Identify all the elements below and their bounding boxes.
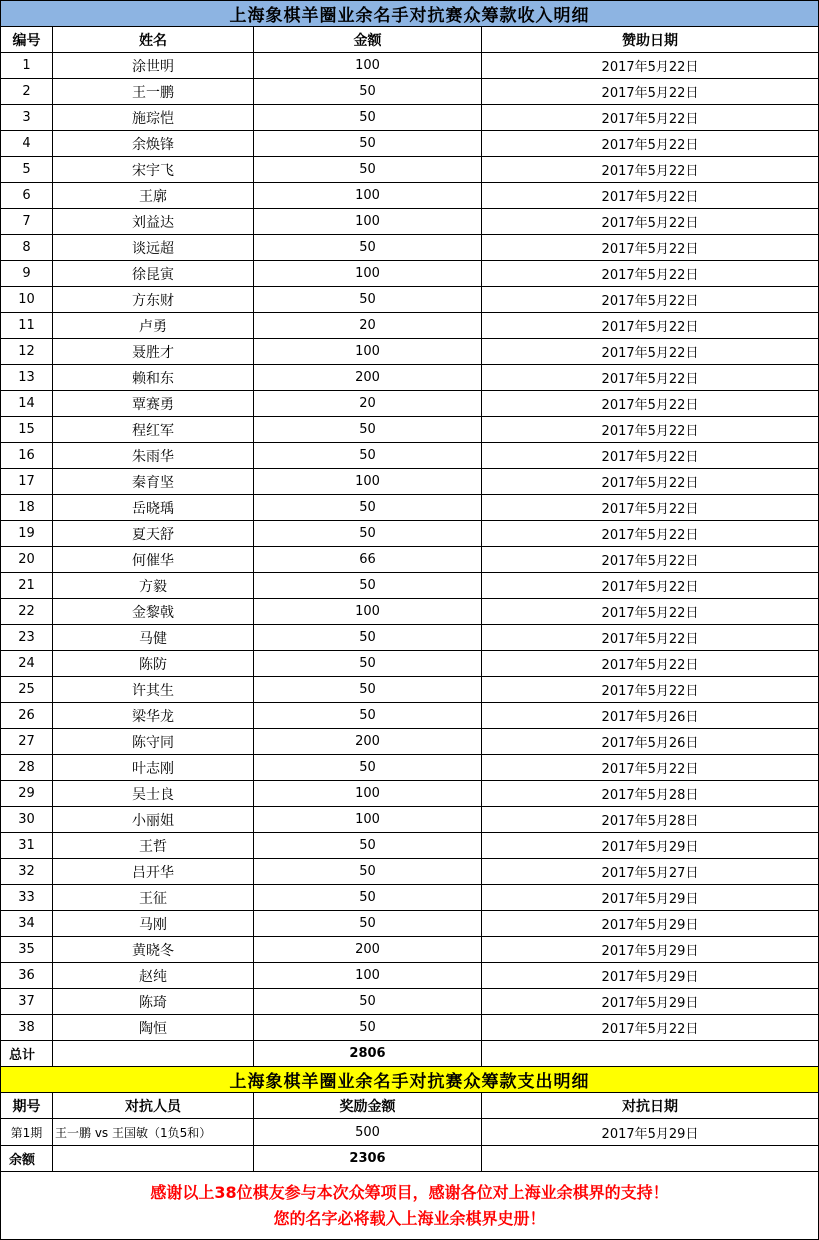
cell-amount: 50 [254,885,482,911]
cell-date: 2017年5月22日 [482,365,819,391]
cell-number: 27 [1,729,53,755]
cell-date: 2017年5月22日 [482,521,819,547]
table-row [1,365,819,391]
total-empty-name [53,1041,254,1067]
cell-number: 13 [1,365,53,391]
cell-name: 王廓 [53,183,254,209]
total-amount: 2806 [254,1041,482,1067]
cell-date: 2017年5月22日 [482,157,819,183]
header-reward: 奖励金额 [254,1093,482,1119]
balance-row [1,1146,819,1172]
cell-date: 2017年5月22日 [482,677,819,703]
cell-name: 赖和东 [53,365,254,391]
cell-amount: 50 [254,443,482,469]
table-row [1,989,819,1015]
cell-number: 1 [1,53,53,79]
cell-name: 小丽姐 [53,807,254,833]
cell-amount: 200 [254,729,482,755]
cell-date: 2017年5月22日 [482,261,819,287]
cell-name: 叶志刚 [53,755,254,781]
header-date: 赞助日期 [482,27,819,53]
cell-name: 刘益达 [53,209,254,235]
cell-number: 11 [1,313,53,339]
cell-date: 2017年5月22日 [482,651,819,677]
cell-name: 马健 [53,625,254,651]
total-label: 总计 [1,1041,53,1067]
cell-number: 23 [1,625,53,651]
cell-amount: 50 [254,755,482,781]
expense-row [1,1119,819,1146]
header-match-date: 对抗日期 [482,1093,819,1119]
cell-number: 25 [1,677,53,703]
table-row [1,235,819,261]
cell-amount: 50 [254,287,482,313]
table-row [1,339,819,365]
income-header-row [1,27,819,53]
cell-name: 赵纯 [53,963,254,989]
thanks-cell [1,1172,819,1240]
cell-date: 2017年5月22日 [482,1015,819,1041]
cell-amount: 50 [254,833,482,859]
header-players: 对抗人员 [53,1093,254,1119]
cell-name: 马刚 [53,911,254,937]
cell-number: 34 [1,911,53,937]
cell-amount: 100 [254,469,482,495]
cell-name: 夏天舒 [53,521,254,547]
cell-number: 32 [1,859,53,885]
cell-date: 2017年5月22日 [482,79,819,105]
table-row [1,963,819,989]
cell-date: 2017年5月22日 [482,287,819,313]
cell-name: 金黎戟 [53,599,254,625]
cell-name: 施琮恺 [53,105,254,131]
cell-date: 2017年5月26日 [482,703,819,729]
cell-number: 20 [1,547,53,573]
cell-number: 7 [1,209,53,235]
table-row [1,833,819,859]
cell-number: 38 [1,1015,53,1041]
thanks-line-1: 感谢以上38位棋友参与本次众筹项目，感谢各位对上海业余棋界的支持！ [150,1182,669,1202]
table-row [1,677,819,703]
cell-name: 覃赛勇 [53,391,254,417]
expense-title-row [1,1067,819,1093]
balance-empty-date [482,1146,819,1172]
cell-date: 2017年5月22日 [482,183,819,209]
cell-name: 梁华龙 [53,703,254,729]
cell-date: 2017年5月22日 [482,547,819,573]
cell-number: 24 [1,651,53,677]
cell-date: 2017年5月22日 [482,235,819,261]
cell-number: 33 [1,885,53,911]
cell-amount: 50 [254,911,482,937]
cell-date: 2017年5月27日 [482,859,819,885]
cell-amount: 50 [254,495,482,521]
table-row [1,53,819,79]
cell-date: 2017年5月22日 [482,573,819,599]
table-row [1,417,819,443]
table-row [1,391,819,417]
cell-name: 吴士良 [53,781,254,807]
cell-name: 方毅 [53,573,254,599]
balance-amount: 2306 [254,1146,482,1172]
cell-date: 2017年5月22日 [482,131,819,157]
cell-number: 18 [1,495,53,521]
table-row [1,209,819,235]
cell-amount: 50 [254,625,482,651]
cell-number: 30 [1,807,53,833]
income-title: 上海象棋羊圈业余名手对抗赛众筹款收入明细 [1,1,819,27]
table-row [1,131,819,157]
cell-date: 2017年5月22日 [482,495,819,521]
expense-period: 第1期 [1,1119,53,1146]
cell-number: 29 [1,781,53,807]
balance-empty-name [53,1146,254,1172]
cell-amount: 50 [254,105,482,131]
cell-name: 徐昆寅 [53,261,254,287]
cell-date: 2017年5月22日 [482,755,819,781]
cell-amount: 100 [254,781,482,807]
cell-name: 余焕锋 [53,131,254,157]
cell-name: 涂世明 [53,53,254,79]
cell-amount: 100 [254,183,482,209]
table-row [1,573,819,599]
cell-number: 16 [1,443,53,469]
cell-amount: 100 [254,963,482,989]
expense-amount: 500 [254,1119,482,1146]
cell-date: 2017年5月28日 [482,781,819,807]
cell-name: 陈防 [53,651,254,677]
cell-name: 岳晓瑀 [53,495,254,521]
table-row [1,651,819,677]
cell-number: 12 [1,339,53,365]
cell-amount: 50 [254,859,482,885]
table-row [1,599,819,625]
cell-date: 2017年5月29日 [482,937,819,963]
expense-players: 王一鹏 vs 王国敏（1负5和） [53,1119,254,1146]
cell-name: 秦育坚 [53,469,254,495]
cell-number: 36 [1,963,53,989]
table-row [1,807,819,833]
cell-number: 22 [1,599,53,625]
thanks-row [1,1172,819,1240]
cell-number: 17 [1,469,53,495]
cell-date: 2017年5月22日 [482,391,819,417]
cell-amount: 20 [254,391,482,417]
cell-number: 5 [1,157,53,183]
header-number: 编号 [1,27,53,53]
cell-number: 9 [1,261,53,287]
table-row [1,885,819,911]
cell-name: 谈远超 [53,235,254,261]
cell-amount: 50 [254,417,482,443]
cell-number: 28 [1,755,53,781]
table-row [1,547,819,573]
table-row [1,79,819,105]
cell-amount: 50 [254,703,482,729]
table-row [1,469,819,495]
cell-name: 陈琦 [53,989,254,1015]
cell-amount: 200 [254,937,482,963]
cell-amount: 66 [254,547,482,573]
cell-name: 程红军 [53,417,254,443]
cell-date: 2017年5月22日 [482,209,819,235]
cell-name: 聂胜才 [53,339,254,365]
table-row [1,261,819,287]
total-row [1,1041,819,1067]
cell-number: 21 [1,573,53,599]
expense-header-row [1,1093,819,1119]
cell-number: 10 [1,287,53,313]
balance-label: 余额 [1,1146,53,1172]
cell-amount: 50 [254,1015,482,1041]
cell-name: 王征 [53,885,254,911]
cell-number: 4 [1,131,53,157]
table-row [1,937,819,963]
table-row [1,495,819,521]
cell-name: 陈守同 [53,729,254,755]
table-row [1,729,819,755]
cell-date: 2017年5月22日 [482,443,819,469]
table-row [1,521,819,547]
table-row [1,287,819,313]
cell-amount: 100 [254,807,482,833]
cell-date: 2017年5月22日 [482,469,819,495]
cell-name: 王一鹏 [53,79,254,105]
cell-date: 2017年5月22日 [482,53,819,79]
income-title-row [1,1,819,27]
cell-date: 2017年5月22日 [482,599,819,625]
cell-number: 3 [1,105,53,131]
cell-name: 方东财 [53,287,254,313]
table-row [1,313,819,339]
cell-amount: 20 [254,313,482,339]
cell-number: 35 [1,937,53,963]
thanks-line-2: 您的名字必将载入上海业余棋界史册！ [273,1208,546,1228]
table-row [1,183,819,209]
cell-number: 31 [1,833,53,859]
cell-name: 王哲 [53,833,254,859]
cell-number: 2 [1,79,53,105]
cell-number: 8 [1,235,53,261]
table-row [1,781,819,807]
cell-number: 19 [1,521,53,547]
cell-amount: 100 [254,209,482,235]
cell-date: 2017年5月29日 [482,963,819,989]
cell-amount: 50 [254,131,482,157]
cell-number: 37 [1,989,53,1015]
cell-amount: 50 [254,235,482,261]
cell-name: 黄晓冬 [53,937,254,963]
cell-date: 2017年5月22日 [482,105,819,131]
cell-amount: 50 [254,79,482,105]
table-row [1,157,819,183]
cell-amount: 200 [254,365,482,391]
table-row [1,443,819,469]
cell-amount: 100 [254,339,482,365]
cell-number: 26 [1,703,53,729]
table-row [1,755,819,781]
cell-amount: 50 [254,651,482,677]
cell-date: 2017年5月22日 [482,339,819,365]
total-empty-date [482,1041,819,1067]
expense-date: 2017年5月29日 [482,1119,819,1146]
cell-name: 卢勇 [53,313,254,339]
cell-number: 14 [1,391,53,417]
cell-number: 6 [1,183,53,209]
table-row [1,625,819,651]
cell-amount: 50 [254,521,482,547]
table-row [1,1015,819,1041]
cell-amount: 100 [254,53,482,79]
cell-date: 2017年5月28日 [482,807,819,833]
cell-amount: 50 [254,989,482,1015]
table-row [1,859,819,885]
cell-name: 宋宇飞 [53,157,254,183]
cell-amount: 50 [254,573,482,599]
cell-name: 陶恒 [53,1015,254,1041]
cell-date: 2017年5月22日 [482,313,819,339]
header-amount: 金额 [254,27,482,53]
cell-date: 2017年5月22日 [482,625,819,651]
cell-date: 2017年5月26日 [482,729,819,755]
cell-name: 朱雨华 [53,443,254,469]
header-period: 期号 [1,1093,53,1119]
cell-date: 2017年5月22日 [482,417,819,443]
table-row [1,911,819,937]
cell-date: 2017年5月29日 [482,989,819,1015]
cell-date: 2017年5月29日 [482,885,819,911]
cell-date: 2017年5月29日 [482,911,819,937]
cell-number: 15 [1,417,53,443]
cell-date: 2017年5月29日 [482,833,819,859]
cell-name: 吕开华 [53,859,254,885]
cell-amount: 100 [254,599,482,625]
cell-amount: 50 [254,157,482,183]
cell-name: 何催华 [53,547,254,573]
cell-amount: 100 [254,261,482,287]
header-name: 姓名 [53,27,254,53]
table-row [1,105,819,131]
expense-title: 上海象棋羊圈业余名手对抗赛众筹款支出明细 [1,1067,819,1093]
cell-amount: 50 [254,677,482,703]
table-row [1,703,819,729]
cell-name: 许其生 [53,677,254,703]
